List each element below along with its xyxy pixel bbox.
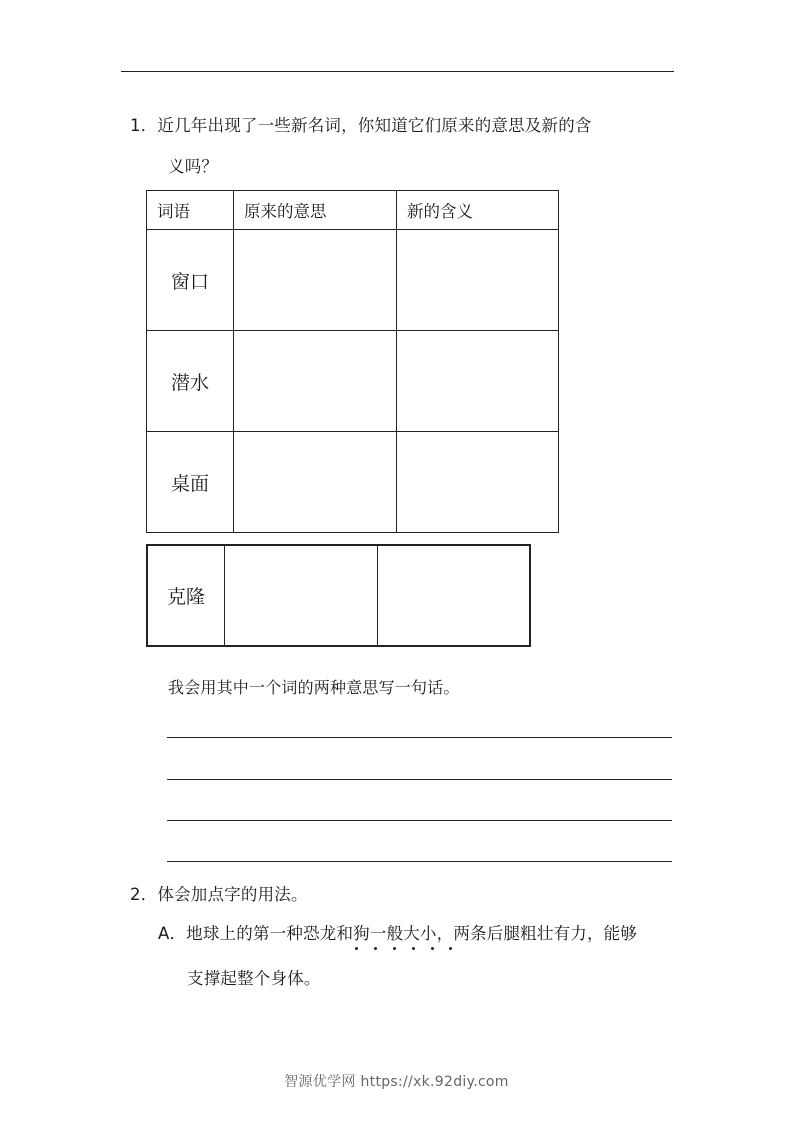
header-word: 词语	[147, 191, 234, 230]
new-meaning-cell[interactable]	[378, 545, 531, 646]
emphasis-dot	[431, 947, 434, 950]
answer-line[interactable]	[167, 779, 672, 780]
emphasis-dot	[374, 947, 377, 950]
question-1-line-1: 1．近几年出现了一些新名词，你知道它们原来的意思及新的含	[130, 116, 592, 135]
table-row	[147, 545, 530, 646]
new-meaning-cell[interactable]	[397, 230, 559, 331]
table-row	[147, 331, 559, 432]
new-meaning-cell[interactable]	[397, 432, 559, 533]
footer-watermark: 智源优学网 https://xk.92diy.com	[284, 1074, 509, 1090]
original-meaning-cell[interactable]	[234, 331, 397, 432]
emphasis-dot	[412, 947, 415, 950]
header-original-meaning: 原来的意思	[234, 191, 397, 230]
word-cell: 克隆	[147, 545, 225, 646]
table-row	[147, 432, 559, 533]
emphasis-dot	[449, 947, 452, 950]
new-meaning-cell[interactable]	[397, 331, 559, 432]
original-meaning-cell[interactable]	[225, 545, 378, 646]
table-row	[147, 230, 559, 331]
emphasis-dot	[355, 947, 358, 950]
question-2-title: 2．体会加点字的用法。	[130, 885, 308, 904]
sentence-instruction: 我会用其中一个词的两种意思写一句话。	[168, 678, 460, 697]
word-cell: 窗口	[147, 230, 234, 331]
original-meaning-cell[interactable]	[234, 230, 397, 331]
vocab-table-continued	[146, 544, 531, 647]
word-cell: 桌面	[147, 432, 234, 533]
emphasis-dot	[393, 947, 396, 950]
answer-line[interactable]	[167, 861, 672, 862]
word-cell: 潜水	[147, 331, 234, 432]
answer-line[interactable]	[167, 820, 672, 821]
question-2-a-line-1: A．地球上的第一种恐龙和狗一般大小，两条后腿粗壮有力，能够	[158, 924, 638, 943]
vocab-table	[146, 190, 559, 533]
question-1-line-2: 义吗？	[168, 157, 219, 176]
answer-line[interactable]	[167, 737, 672, 738]
header-rule	[121, 71, 674, 72]
header-new-meaning: 新的含义	[397, 191, 559, 230]
question-2-a-line-2: 支撑起整个身体。	[187, 969, 321, 988]
original-meaning-cell[interactable]	[234, 432, 397, 533]
